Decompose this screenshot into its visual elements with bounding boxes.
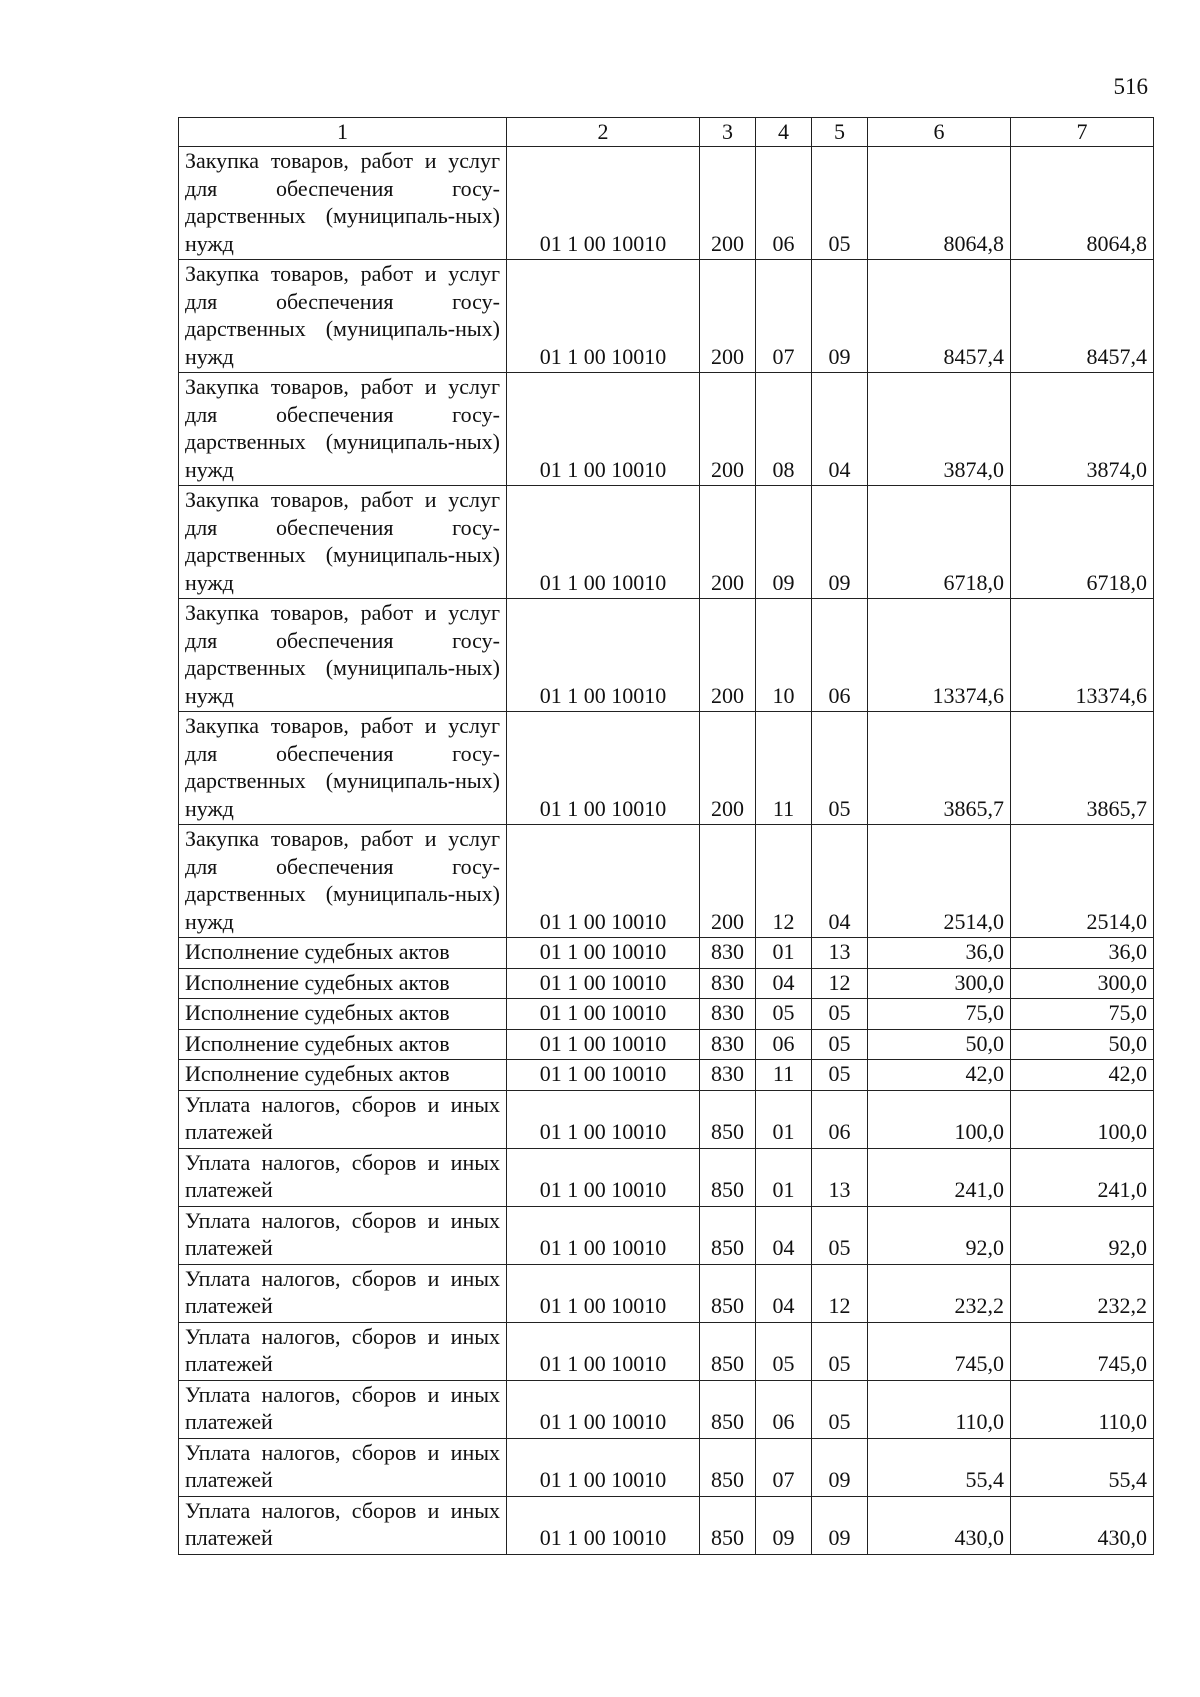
row-section: 06 [756, 1029, 812, 1060]
row-subsection: 05 [812, 999, 868, 1030]
row-description: Уплата налогов, сборов и иных платежей [179, 1380, 507, 1438]
row-section: 11 [756, 1060, 812, 1091]
row-amount-col7: 3865,7 [1011, 712, 1154, 825]
row-target-article: 01 1 00 10010 [507, 147, 700, 260]
row-target-article: 01 1 00 10010 [507, 1322, 700, 1380]
row-subsection: 05 [812, 147, 868, 260]
row-section: 08 [756, 373, 812, 486]
row-amount-col7: 50,0 [1011, 1029, 1154, 1060]
header-cell-4: 4 [756, 118, 812, 147]
row-section: 06 [756, 147, 812, 260]
row-amount-col6: 2514,0 [868, 825, 1011, 938]
row-target-article: 01 1 00 10010 [507, 1438, 700, 1496]
row-expense-type: 830 [700, 968, 756, 999]
row-target-article: 01 1 00 10010 [507, 1264, 700, 1322]
row-target-article: 01 1 00 10010 [507, 712, 700, 825]
header-cell-3: 3 [700, 118, 756, 147]
row-section: 07 [756, 1438, 812, 1496]
row-section: 01 [756, 938, 812, 969]
row-expense-type: 830 [700, 999, 756, 1030]
row-target-article: 01 1 00 10010 [507, 1060, 700, 1091]
table-row [179, 147, 1154, 260]
row-section: 04 [756, 1206, 812, 1264]
row-section: 01 [756, 1148, 812, 1206]
table-row [179, 1380, 1154, 1438]
row-amount-col6: 430,0 [868, 1496, 1011, 1554]
row-subsection: 05 [812, 1060, 868, 1091]
table-row [179, 260, 1154, 373]
row-amount-col7: 42,0 [1011, 1060, 1154, 1091]
row-expense-type: 850 [700, 1090, 756, 1148]
row-subsection: 09 [812, 486, 868, 599]
row-amount-col7: 745,0 [1011, 1322, 1154, 1380]
table-row [179, 1206, 1154, 1264]
header-row [179, 118, 1154, 147]
table-row [179, 1322, 1154, 1380]
row-amount-col6: 36,0 [868, 938, 1011, 969]
table-row [179, 968, 1154, 999]
row-description: Исполнение судебных актов [179, 968, 507, 999]
row-amount-col7: 232,2 [1011, 1264, 1154, 1322]
table-row [179, 486, 1154, 599]
row-description: Закупка товаров, работ и услуг для обеспечения госу-дарственных (муниципаль-ных) нужд [179, 147, 507, 260]
row-section: 01 [756, 1090, 812, 1148]
row-expense-type: 200 [700, 486, 756, 599]
row-target-article: 01 1 00 10010 [507, 599, 700, 712]
row-amount-col6: 300,0 [868, 968, 1011, 999]
row-description: Уплата налогов, сборов и иных платежей [179, 1438, 507, 1496]
row-amount-col6: 8064,8 [868, 147, 1011, 260]
table-row [179, 1264, 1154, 1322]
row-description: Исполнение судебных актов [179, 938, 507, 969]
row-subsection: 05 [812, 712, 868, 825]
row-subsection: 05 [812, 1029, 868, 1060]
row-description: Закупка товаров, работ и услуг для обеспечения госу-дарственных (муниципаль-ных) нужд [179, 373, 507, 486]
row-target-article: 01 1 00 10010 [507, 999, 700, 1030]
row-amount-col7: 100,0 [1011, 1090, 1154, 1148]
table-row [179, 712, 1154, 825]
row-amount-col7: 3874,0 [1011, 373, 1154, 486]
row-description: Исполнение судебных актов [179, 1029, 507, 1060]
row-subsection: 05 [812, 1380, 868, 1438]
row-expense-type: 200 [700, 599, 756, 712]
row-description: Закупка товаров, работ и услуг для обеспечения госу-дарственных (муниципаль-ных) нужд [179, 712, 507, 825]
table-body [179, 147, 1154, 1555]
row-amount-col7: 13374,6 [1011, 599, 1154, 712]
row-description: Уплата налогов, сборов и иных платежей [179, 1206, 507, 1264]
header-cell-5: 5 [812, 118, 868, 147]
row-description: Исполнение судебных актов [179, 1060, 507, 1091]
row-subsection: 06 [812, 599, 868, 712]
table-row [179, 1090, 1154, 1148]
row-amount-col6: 110,0 [868, 1380, 1011, 1438]
row-description: Уплата налогов, сборов и иных платежей [179, 1322, 507, 1380]
table-row [179, 1060, 1154, 1091]
row-section: 05 [756, 999, 812, 1030]
row-section: 12 [756, 825, 812, 938]
table-row [179, 1029, 1154, 1060]
row-subsection: 09 [812, 1496, 868, 1554]
header-cell-2: 2 [507, 118, 700, 147]
row-expense-type: 830 [700, 938, 756, 969]
table-row [179, 825, 1154, 938]
row-amount-col6: 745,0 [868, 1322, 1011, 1380]
row-description: Закупка товаров, работ и услуг для обеспечения госу-дарственных (муниципаль-ных) нужд [179, 486, 507, 599]
row-expense-type: 200 [700, 260, 756, 373]
row-subsection: 09 [812, 260, 868, 373]
row-section: 11 [756, 712, 812, 825]
row-target-article: 01 1 00 10010 [507, 1090, 700, 1148]
row-amount-col6: 13374,6 [868, 599, 1011, 712]
header-cell-7: 7 [1011, 118, 1154, 147]
table-row [179, 599, 1154, 712]
row-amount-col7: 110,0 [1011, 1380, 1154, 1438]
row-expense-type: 830 [700, 1029, 756, 1060]
row-expense-type: 850 [700, 1264, 756, 1322]
row-expense-type: 200 [700, 825, 756, 938]
row-section: 09 [756, 486, 812, 599]
row-expense-type: 200 [700, 373, 756, 486]
table-row [179, 1496, 1154, 1554]
row-subsection: 12 [812, 1264, 868, 1322]
row-expense-type: 200 [700, 147, 756, 260]
row-amount-col6: 232,2 [868, 1264, 1011, 1322]
row-section: 05 [756, 1322, 812, 1380]
row-amount-col7: 92,0 [1011, 1206, 1154, 1264]
table-row [179, 938, 1154, 969]
row-target-article: 01 1 00 10010 [507, 1029, 700, 1060]
row-section: 06 [756, 1380, 812, 1438]
row-subsection: 09 [812, 1438, 868, 1496]
row-amount-col6: 241,0 [868, 1148, 1011, 1206]
row-section: 04 [756, 968, 812, 999]
row-expense-type: 830 [700, 1060, 756, 1091]
table-row [179, 1438, 1154, 1496]
row-target-article: 01 1 00 10010 [507, 938, 700, 969]
row-target-article: 01 1 00 10010 [507, 373, 700, 486]
row-amount-col6: 42,0 [868, 1060, 1011, 1091]
row-description: Уплата налогов, сборов и иных платежей [179, 1264, 507, 1322]
page-number: 516 [1113, 74, 1148, 99]
row-description: Уплата налогов, сборов и иных платежей [179, 1090, 507, 1148]
row-amount-col7: 241,0 [1011, 1148, 1154, 1206]
row-description: Закупка товаров, работ и услуг для обеспечения госу-дарственных (муниципаль-ных) нужд [179, 599, 507, 712]
row-expense-type: 850 [700, 1496, 756, 1554]
budget-table [178, 117, 1154, 1555]
row-target-article: 01 1 00 10010 [507, 968, 700, 999]
table-row [179, 1148, 1154, 1206]
row-amount-col6: 6718,0 [868, 486, 1011, 599]
row-section: 07 [756, 260, 812, 373]
row-amount-col6: 50,0 [868, 1029, 1011, 1060]
row-expense-type: 850 [700, 1380, 756, 1438]
row-amount-col7: 430,0 [1011, 1496, 1154, 1554]
row-expense-type: 850 [700, 1322, 756, 1380]
row-expense-type: 850 [700, 1438, 756, 1496]
table-row [179, 373, 1154, 486]
row-amount-col7: 75,0 [1011, 999, 1154, 1030]
row-expense-type: 850 [700, 1148, 756, 1206]
row-subsection: 12 [812, 968, 868, 999]
row-target-article: 01 1 00 10010 [507, 825, 700, 938]
row-amount-col7: 8457,4 [1011, 260, 1154, 373]
row-amount-col7: 36,0 [1011, 938, 1154, 969]
row-amount-col7: 6718,0 [1011, 486, 1154, 599]
row-section: 04 [756, 1264, 812, 1322]
row-amount-col6: 100,0 [868, 1090, 1011, 1148]
row-description: Закупка товаров, работ и услуг для обеспечения госу-дарственных (муниципаль-ных) нужд [179, 825, 507, 938]
row-subsection: 04 [812, 825, 868, 938]
row-amount-col7: 55,4 [1011, 1438, 1154, 1496]
row-subsection: 05 [812, 1206, 868, 1264]
row-amount-col6: 55,4 [868, 1438, 1011, 1496]
row-expense-type: 850 [700, 1206, 756, 1264]
row-subsection: 04 [812, 373, 868, 486]
row-target-article: 01 1 00 10010 [507, 1496, 700, 1554]
row-target-article: 01 1 00 10010 [507, 1380, 700, 1438]
row-target-article: 01 1 00 10010 [507, 486, 700, 599]
row-subsection: 06 [812, 1090, 868, 1148]
row-target-article: 01 1 00 10010 [507, 260, 700, 373]
row-subsection: 13 [812, 938, 868, 969]
row-expense-type: 200 [700, 712, 756, 825]
row-amount-col6: 3865,7 [868, 712, 1011, 825]
row-description: Закупка товаров, работ и услуг для обеспечения госу-дарственных (муниципаль-ных) нужд [179, 260, 507, 373]
row-section: 09 [756, 1496, 812, 1554]
row-amount-col7: 300,0 [1011, 968, 1154, 999]
row-amount-col6: 3874,0 [868, 373, 1011, 486]
header-cell-1: 1 [179, 118, 507, 147]
row-amount-col6: 75,0 [868, 999, 1011, 1030]
table-row [179, 999, 1154, 1030]
row-description: Уплата налогов, сборов и иных платежей [179, 1496, 507, 1554]
row-amount-col7: 8064,8 [1011, 147, 1154, 260]
row-target-article: 01 1 00 10010 [507, 1206, 700, 1264]
table-header [179, 118, 1154, 147]
row-target-article: 01 1 00 10010 [507, 1148, 700, 1206]
row-amount-col7: 2514,0 [1011, 825, 1154, 938]
row-subsection: 13 [812, 1148, 868, 1206]
header-cell-6: 6 [868, 118, 1011, 147]
row-section: 10 [756, 599, 812, 712]
row-amount-col6: 8457,4 [868, 260, 1011, 373]
row-amount-col6: 92,0 [868, 1206, 1011, 1264]
row-subsection: 05 [812, 1322, 868, 1380]
row-description: Исполнение судебных актов [179, 999, 507, 1030]
row-description: Уплата налогов, сборов и иных платежей [179, 1148, 507, 1206]
